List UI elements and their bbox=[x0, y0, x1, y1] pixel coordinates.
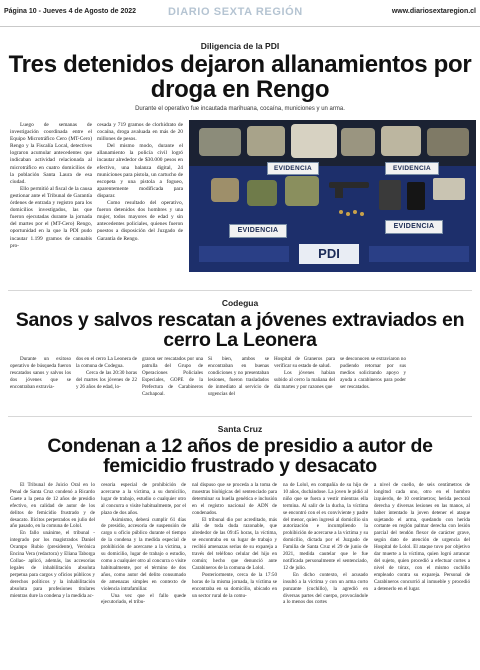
drug-bag bbox=[199, 128, 241, 156]
drug-bag bbox=[247, 126, 285, 156]
divider bbox=[8, 290, 472, 291]
article2-column-2 bbox=[76, 356, 137, 408]
flag-stripe bbox=[199, 246, 289, 262]
paragraph: cesada y 719 gramos de clorhidrato de cocaína, droga avaluada en más de 20 millones de pesos. bbox=[97, 122, 183, 143]
evidence-placard: EVIDENCIA bbox=[385, 162, 439, 175]
paragraph: En dicho contexto, el acusado insultó a la víctima y con un arma corto punzante (cuchillo), la agredió en diversas partes del cuerpo, provocándole a lo menos dos cortes bbox=[283, 571, 368, 606]
paragraph: Luego de semanas de investigación coordinada entre el Equipo Microtráfico Cero (MT-Cero) Rengo y la Fiscalía Local, detectives lograron acumular antecedentes que indicaban actividad relacionada al microtráfico en cuatro domicilios de la población Santa Laura de esa ciudad. bbox=[10, 122, 92, 185]
ammunition-round bbox=[346, 212, 350, 216]
evidence-photo bbox=[189, 120, 476, 272]
digital-scale bbox=[433, 178, 465, 200]
paragraph: Como resultado del operativo, fueron detenidos dos hombres y una mujer, todos mayores de edad y sin antecedentes policiales, quienes fueron puestos a disposición del Juzgado de Garantía de Rengo. bbox=[97, 200, 183, 242]
paragraph: Si bien, ambos se encontraban en buenas condiciones y no presentaban lesiones, fueron trasladados de inmediato al servicio de urgencias del bbox=[208, 356, 269, 397]
page-header bbox=[0, 0, 480, 27]
paragraph: Hospital de Graneros para verificar su estado de salud. bbox=[274, 356, 335, 369]
article3-column-3 bbox=[192, 482, 277, 666]
paragraph: Cerca de las 20:30 horas del martes los jóvenes de 22 y 26 años de edad, lo- bbox=[76, 369, 137, 390]
evidence-placard: EVIDENCIA bbox=[385, 220, 443, 234]
ammunition-round bbox=[360, 212, 364, 216]
article3-column-5 bbox=[374, 482, 470, 666]
article1-subtitle: Durante el operativo fue incautada marihuana, cocaína, municiones y un arma. bbox=[135, 106, 345, 112]
article3-column-1 bbox=[10, 482, 95, 666]
article2-column-4 bbox=[208, 356, 269, 408]
paragraph: Durante un exitoso operativo de búsqueda fueron rescatados sanos y salvos los dos jóvenes que se encontraban extravia- bbox=[10, 356, 71, 390]
article2-column-6 bbox=[340, 356, 406, 408]
ammunition-round bbox=[353, 210, 357, 214]
marijuana-bag bbox=[247, 180, 277, 206]
paragraph: El tribunal dio por acreditado, más allá de toda duda razonable, que alrededor de las 09:45 horas, la víctima, se encontraba en su lugar de trabajo y recibió amenazas serias de su expareja a través del teléfono celular del hijo en común; hecho que denunció ante Carabineros de la comuna de Lolol. bbox=[192, 516, 277, 571]
paragraph: na de Lolol, en compañía de su hijo de 10 años, duchándose. La joven le pidió al niño que se fuera a vestir mientras ella termina. Al salir de la ducha, la víctima se encontró con el ex conviviente y padre del menor, quien ingresó al domicilio sin autorización e incumpliendo la prohibición de acercarse a la víctima y su domicilio, dictada por el Juzgado de Familia de Santa Cruz el 29 de junio de 2021, medida cautelar que le fue notificada personalmente el sentenciado, 12 de julio. bbox=[283, 482, 368, 571]
paragraph: En fallo unánime, el tribunal -integrado por los magistrados Daniel Ocampo Rubio (presidente), Verónica Encina Vera (redactora) y Eliana Taborga Collao- aplicó, además, las accesorias legales de inhabilitación absoluta perpetua para cargos y oficios públicos y derechos políticos y la inhabilitación absoluta para profesiones titulares mientras dure la condena y la medida ac- bbox=[10, 530, 95, 599]
drug-bag bbox=[381, 126, 421, 156]
divider bbox=[8, 416, 472, 417]
article2-column-1 bbox=[10, 356, 71, 408]
article2-kicker: Codegua bbox=[221, 298, 259, 308]
paragraph: El Tribunal de Juicio Oral en lo Penal de Santa Cruz condenó a Ricardo Gaete a la pena de 12 años de presidio efectivo, en calidad de autor de los delitos de femicidio frustrado y de desacato. Ilícitos perpetrados en julio del año pasado, en la comuna de Lolol. bbox=[10, 482, 95, 530]
article3-column-4 bbox=[283, 482, 368, 666]
pistol-grip bbox=[335, 186, 343, 198]
paragraph: Los jóvenes habían subido al cerro la mañana del día martes y por razones que bbox=[274, 369, 335, 390]
drug-bag bbox=[427, 128, 469, 156]
marijuana-bag bbox=[285, 176, 319, 206]
article3-kicker: Santa Cruz bbox=[217, 424, 263, 434]
article1-kicker: Diligencia de la PDI bbox=[200, 41, 280, 51]
article1-column-1 bbox=[10, 122, 92, 280]
article2-column-5 bbox=[274, 356, 335, 408]
flag-stripe bbox=[369, 246, 469, 262]
marijuana-bag bbox=[211, 178, 239, 202]
phone-icon bbox=[407, 182, 425, 210]
paragraph: cesoria especial de prohibición de acercarse a la víctima, a su domicilio, lugar de trabajo, estudio o cualquier otro al concurra o visite habitualmente, por el plazo de dos años. bbox=[101, 482, 186, 516]
article3-headline: Condenan a 12 años de presidio a autor de femicidio frustrado y desacato bbox=[47, 435, 433, 478]
paragraph: a nivel de cuello, de seis centímetros de longitud cada uno, otro en el hombro izquierdo, de 10 centímetros; herida pectoral derecha y diversas lesiones en las manos, al haber intentado la joven detener el ataque sujetando el arma, quedando con herida cortante en región palmar derecha con lesión parcial del tendón flexor de carácter grave, según dato de atención de urgencia del Hospital de Lolol. El ataque tuvo por objetivo dar muerte a la víctima, quien logró arrancar del sujeto, quien procedió a efectuar cortes a nivel de tórax, con el mismo cuchillo empleado contra su expareja. Personal de Carabineros concurrió al inmueble y procedió a detenerlo en el lugar. bbox=[374, 482, 470, 592]
paragraph: Ello permitió al fiscal de la causa gestionar ante el Tribunal de Garantía órdenes de entrada y registro para los domicilios investigados, las que fueron ejecutadas durante la jornada del martes por el (MT-Cero) Rengo, oportunidad en la que la PDI pudo incautar 1.199 gramos de cannabis pro- bbox=[10, 185, 92, 249]
evidence-placard: EVIDENCIA bbox=[267, 162, 319, 175]
article3-column-2 bbox=[101, 482, 186, 666]
paragraph: Posteriormente, cerca de la 17:50 horas de la misma jornada, la víctima se encontraba en su domicilio, ubicado en un sector rural de la comu- bbox=[192, 571, 277, 599]
article2-headline: Sanos y salvos rescatan a jóvenes extraviados en cerro La Leonera bbox=[15, 309, 465, 352]
paragraph: nal dispuso que se proceda a la toma de muestras biológicas del sentenciado para determinar su huella genética e inclusión en el registro nacional de ADN de condenados. bbox=[192, 482, 277, 516]
ammunition-round bbox=[339, 210, 343, 214]
article1-column-2 bbox=[97, 122, 183, 280]
drug-bag bbox=[341, 128, 375, 156]
paragraph: dos en el cerro La Leonera de la comuna de Codegua. bbox=[76, 356, 137, 369]
phone-icon bbox=[379, 180, 401, 210]
pdi-logo: PDI bbox=[299, 244, 359, 264]
paragraph: Asimismo, deberá cumplir 61 días de presidio, accesoria de suspensión de cargo u oficio público durante el tiempo de la condena y la medida especial de prohibición de acercarse a la víctima, a su domicilio, lugar de trabajo o estudio, como a cualquier otro al concurra o visite habitualmente, por el término de dos años, como autor del delito consumado de amenazas simples en contexto de violencia intrafamiliar. bbox=[101, 516, 186, 592]
paragraph: Una vez que el fallo quede ejecutoriado, el tribu- bbox=[101, 592, 186, 606]
evidence-placard: EVIDENCIA bbox=[229, 224, 287, 238]
article2-column-3 bbox=[142, 356, 203, 408]
paragraph: graron ser rescatados por una patrulla del Grupo de Operaciones Policiales Especiales, GOPE de la Prefectura de Carabineros Cachapoal. bbox=[142, 356, 203, 397]
paragraph: Del mismo modo, durante el allanamiento la policía civil logró incautar alrededor de $30.000 pesos en efectivo, una balanza digital, 24 municiones para pistola, un cartucho de escopeta y una pistola a fogueo, aparentemente modificada para disparar. bbox=[97, 143, 183, 199]
site-url[interactable]: www.diariosextaregion.cl bbox=[391, 8, 476, 15]
paragraph: se desconocen se extraviaron no pudiendo retornar por sus medios solicitando apoyo y ayuda a carabineros para poder ser rescatados. bbox=[340, 356, 406, 390]
article1-headline: Tres detenidos dejaron allanamientos por droga en Rengo bbox=[8, 51, 472, 103]
page-info: Página 10 - Jueves 4 de Agosto de 2022 bbox=[4, 8, 137, 15]
masthead: DIARIO SEXTA REGIÓN bbox=[168, 6, 303, 18]
drug-package bbox=[291, 124, 337, 158]
